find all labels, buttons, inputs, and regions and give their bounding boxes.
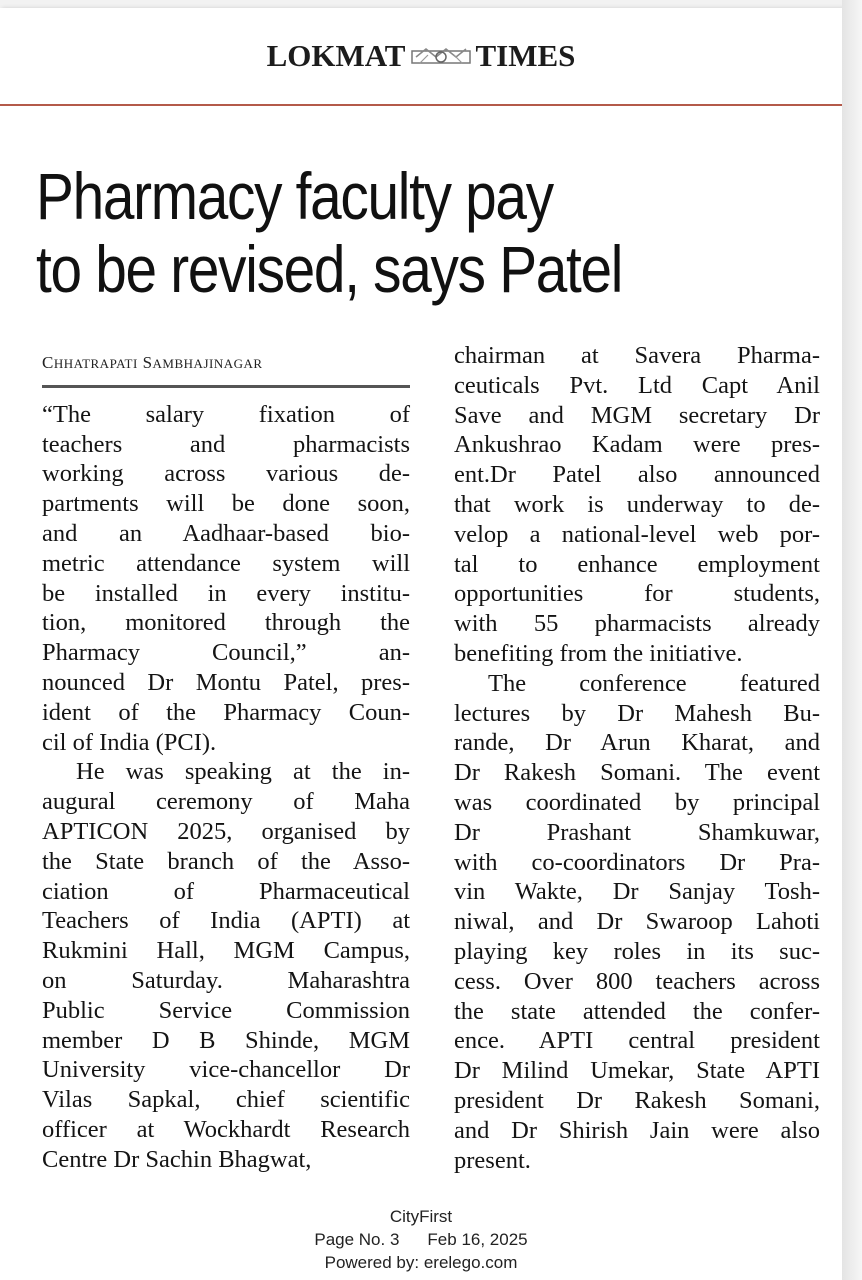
article-line: augural ceremony of Maha bbox=[42, 788, 410, 816]
article-line: lectures by Dr Mahesh Bu- bbox=[454, 699, 820, 727]
article-line: cil of India (PCI). bbox=[42, 728, 217, 756]
page-edge bbox=[842, 0, 862, 1280]
article-line: ence. APTI central president bbox=[454, 1027, 820, 1055]
headline-line-1: Pharmacy faculty pay bbox=[36, 159, 553, 233]
article-line: partments will be done soon, bbox=[42, 490, 410, 518]
article-line: Dr Milind Umekar, State APTI bbox=[454, 1057, 820, 1085]
article-line: tion, monitored through the bbox=[42, 609, 410, 637]
article-line: present. bbox=[454, 1146, 531, 1174]
emblem-icon bbox=[408, 43, 474, 69]
article-line: and Dr Shirish Jain were also bbox=[454, 1116, 820, 1144]
footer-powered: Powered by: erelego.com bbox=[324, 1253, 518, 1272]
article-line: Ankushrao Kadam were pres- bbox=[454, 431, 820, 459]
article-line: tal to enhance employment bbox=[454, 550, 820, 578]
headline-line-2: to be revised, says Patel bbox=[36, 232, 623, 306]
article-line: University vice-chancellor Dr bbox=[42, 1056, 410, 1084]
article-line: was coordinated by principal bbox=[454, 788, 820, 816]
article-line: Dr Rakesh Somani. The event bbox=[454, 759, 820, 787]
article-line: ident of the Pharmacy Coun- bbox=[42, 698, 410, 726]
article-line: nounced Dr Montu Patel, pres- bbox=[42, 668, 410, 696]
dateline: CHHATRAPATI SAMBHAJINAGAR bbox=[42, 348, 410, 388]
masthead-left: LOKMAT bbox=[266, 38, 406, 73]
article-line: vin Wakte, Dr Sanjay Tosh- bbox=[454, 878, 820, 906]
article-line: president Dr Rakesh Somani, bbox=[454, 1086, 820, 1114]
article-line: playing key roles in its suc- bbox=[454, 937, 820, 965]
page-footer bbox=[0, 1205, 842, 1274]
article-line: The conference featured bbox=[488, 669, 820, 697]
footer-page: Page No. 3 bbox=[314, 1230, 400, 1249]
article-line: on Saturday. Maharashtra bbox=[42, 966, 410, 994]
article-line: metric attendance system will bbox=[42, 549, 410, 577]
article-line: with co-coordinators Dr Pra- bbox=[454, 848, 820, 876]
article-line: Vilas Sapkal, chief scientific bbox=[42, 1086, 410, 1114]
article-line: “The salary fixation of bbox=[42, 400, 410, 428]
article-line: benefiting from the initiative. bbox=[454, 639, 743, 667]
article-line: Save and MGM secretary Dr bbox=[454, 401, 820, 429]
footer-page-date bbox=[0, 1228, 842, 1251]
article-line: Teachers of India (APTI) at bbox=[42, 907, 410, 935]
article-line: niwal, and Dr Swaroop Lahoti bbox=[454, 908, 820, 936]
article-line: the state attended the confer- bbox=[454, 997, 820, 1025]
article-line: velop a national-level web por- bbox=[454, 520, 820, 548]
footer-edition: CityFirst bbox=[389, 1207, 453, 1226]
article-line: ciation of Pharmaceutical bbox=[42, 877, 410, 905]
article-line: member D B Shinde, MGM bbox=[42, 1026, 410, 1054]
article-column-left bbox=[42, 344, 410, 1175]
article-line: teachers and pharmacists bbox=[42, 430, 410, 458]
article-line: Dr Prashant Shamkuwar, bbox=[454, 818, 820, 846]
article-line: cess. Over 800 teachers across bbox=[454, 967, 820, 995]
footer-date: Feb 16, 2025 bbox=[427, 1230, 528, 1249]
article-line: rande, Dr Arun Kharat, and bbox=[454, 729, 820, 757]
article-line: Rukmini Hall, MGM Campus, bbox=[42, 937, 410, 965]
article-line: working across various de- bbox=[42, 460, 410, 488]
masthead-rule bbox=[0, 104, 842, 106]
article-line: with 55 pharmacists already bbox=[454, 610, 820, 638]
article-column-right bbox=[454, 341, 820, 1175]
article-line: and an Aadhaar-based bio- bbox=[42, 519, 410, 547]
article-line: ceuticals Pvt. Ltd Capt Anil bbox=[454, 371, 820, 399]
article-line: the State branch of the Asso- bbox=[42, 847, 410, 875]
article-line: He was speaking at the in- bbox=[76, 758, 410, 786]
article-line: Pharmacy Council,” an- bbox=[42, 639, 410, 667]
article-line: that work is underway to de- bbox=[454, 490, 820, 518]
article-line: ent.Dr Patel also announced bbox=[454, 461, 820, 489]
article-line: chairman at Savera Pharma- bbox=[454, 342, 820, 369]
article-line: Centre Dr Sachin Bhagwat, bbox=[42, 1145, 312, 1173]
article-line: officer at Wockhardt Research bbox=[42, 1115, 410, 1143]
headline bbox=[36, 160, 715, 306]
masthead bbox=[0, 38, 842, 74]
masthead-right: TIMES bbox=[475, 38, 576, 73]
article-line: APTICON 2025, organised by bbox=[42, 817, 410, 845]
article-line: be installed in every institu- bbox=[42, 579, 410, 607]
article-line: Public Service Commission bbox=[42, 996, 410, 1024]
article-line: opportunities for students, bbox=[454, 580, 820, 608]
